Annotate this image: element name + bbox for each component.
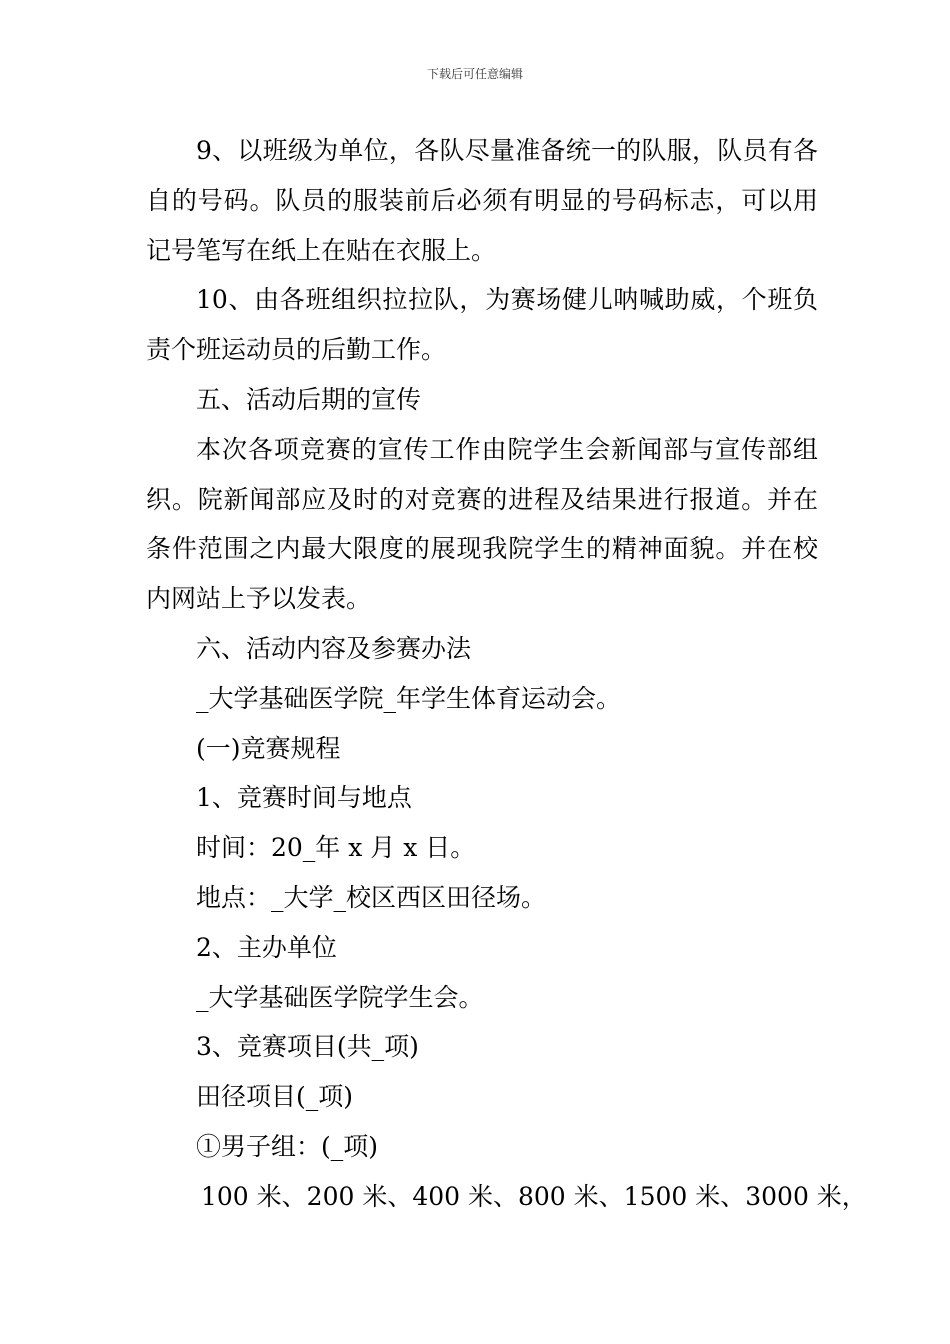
rule-heading-organizer: 2、主办单位 — [196, 932, 337, 962]
paragraph-item-9: 9、以班级为单位，各队尽量准备统一的队服，队员有各自的号码。队员的服装前后必须有明显的号码标志，可以用记号笔写在纸上在贴在衣服上。 — [146, 136, 818, 265]
mens-events-list: 100 米、200 米、400 米、800 米、1500 米、3000 米， — [201, 1181, 867, 1211]
paragraph-item-10: 10、由各班组织拉拉队，为赛场健儿呐喊助威，个班负责个班运动员的后勤工作。 — [146, 285, 818, 365]
mens-group-line: ①男子组：(_项) — [196, 1131, 379, 1161]
document-body — [146, 126, 867, 1222]
section-heading-6: 六、活动内容及参赛办法 — [196, 633, 472, 663]
subsection-heading-rules: (一)竞赛规程 — [196, 733, 341, 763]
place-line: 地点：_大学_校区西区田径场。 — [196, 882, 547, 912]
organizer-line: _大学基础医学院学生会。 — [196, 982, 484, 1012]
section-heading-5: 五、活动后期的宣传 — [196, 384, 422, 414]
time-line: 时间：20_年 x 月 x 日。 — [196, 833, 476, 863]
rule-heading-time-place: 1、竞赛时间与地点 — [196, 783, 412, 813]
paragraph-publicity: 本次各项竞赛的宣传工作由院学生会新闻部与宣传部组织。院新闻部应及时的对竞赛的进程及结果进行报道。并在条件范围之内最大限度的展现我院学生的精神面貌。并在校内网站上予以发表。 — [146, 434, 818, 614]
track-events-line: 田径项目(_项) — [196, 1082, 354, 1112]
event-name-line: _大学基础医学院_年学生体育运动会。 — [196, 683, 622, 713]
rule-heading-events: 3、竞赛项目(共_项) — [196, 1032, 419, 1062]
header-note: 下载后可任意编辑 — [426, 67, 523, 81]
